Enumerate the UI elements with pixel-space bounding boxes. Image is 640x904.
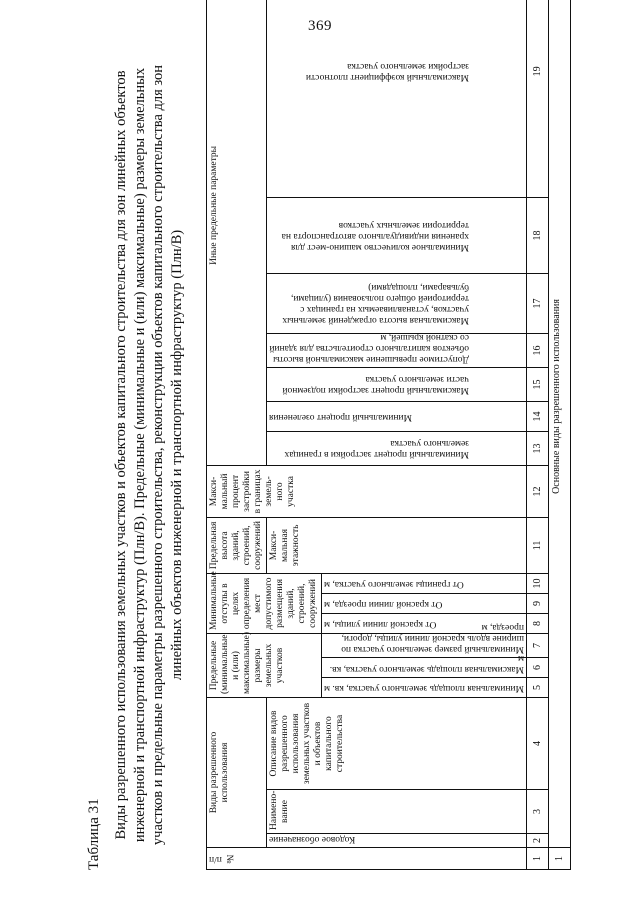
header-c7: Минимальный размер земельного участка по ширине вдоль красной линии улицы, дороги, проезда, м — [322, 633, 527, 657]
header-other: Иные предельные параметры — [207, 0, 267, 465]
column-number: 18 — [527, 197, 549, 273]
header-code: Кодовое обозначение — [267, 834, 527, 848]
header-name: Наимено-вание — [267, 790, 527, 834]
header-c10: От границы земельного участка, м — [322, 573, 527, 593]
header-c9: От красной линии проезда, м — [322, 593, 527, 613]
column-number: 1 — [527, 848, 549, 870]
header-c13: Минимальный процент застройки в границах земельного участка — [267, 431, 527, 465]
header-num: № п/п — [207, 848, 527, 870]
header-c14: Минимальный процент озеленения — [267, 401, 527, 431]
column-number: 19 — [527, 0, 549, 197]
header-c16: Допустимое превышение максимальной высоты объектов капитального строительства для зданий со скатной крышей, м — [267, 333, 527, 367]
column-number: 6 — [527, 657, 549, 677]
header-c8: От красной линии улицы, м — [322, 613, 527, 633]
column-number: 13 — [527, 431, 549, 465]
column-number: 9 — [527, 593, 549, 613]
header-vri: Виды разрешенного использования — [207, 697, 267, 847]
column-number: 3 — [527, 790, 549, 834]
column-number: 5 — [527, 677, 549, 697]
column-number: 12 — [527, 465, 549, 517]
column-number: 16 — [527, 333, 549, 367]
header-c5: Минимальная площадь земельного участка, кв. м — [322, 677, 527, 697]
column-number: 7 — [527, 633, 549, 657]
header-descr: Описание видов разрешенного использования земельных участков и объектов капитального строительства — [267, 697, 527, 789]
rotated-page-content — [80, 40, 565, 870]
column-number: 8 — [527, 613, 549, 633]
header-c6: Максимальная площадь земельного участка, кв. м — [322, 657, 527, 677]
header-setbacks: Минимальные отступы в целях определения мест допустимого размещения зданий, строений, сооружений — [207, 573, 322, 633]
header-c19: Максимальный коэффициент плотности застройки земельного участка — [267, 0, 527, 197]
table-label: Таблица 31 — [86, 798, 102, 870]
column-number: 17 — [527, 273, 549, 333]
header-c15: Максимальный процент застройки подземной части земельного участка — [267, 367, 527, 401]
table-title: Виды разрешенного использования земельных участков и объектов капитального строительства для зон линейных объектов инженерной и транспортной инфраструктур (Плн/В). Предельные (минимальные и (или) максимальные) размеры земельных участков и предельные параметры разрешенного строительства, реконструкции объектов капитального строительства для зон линейных объектов инженерной и транспортной инфраструктур (Плн/В) — [113, 64, 185, 846]
header-maxpct: Макси-мальный процент застройки в границах земель-ного участка — [207, 465, 527, 517]
column-number: 4 — [527, 697, 549, 789]
header-floors: Макси-мальная этажность — [267, 517, 527, 573]
section-number: 1 — [549, 848, 571, 870]
regulations-table — [206, 0, 571, 870]
header-sizes: Предельные (минимальные и (или) максимальные) размеры земельных участков — [207, 633, 322, 697]
column-number: 14 — [527, 401, 549, 431]
header-c18: Минимальное количество машино-мест для хранения индивидуального автотранспорта на территории земельных участков — [267, 197, 527, 273]
header-c17: Максимальная высота ограждений земельных участков, устанавливаемых на границах с территорией общего пользования (улицами, бульварами, площадями) — [267, 273, 527, 333]
section-label: Основные виды разрешенного использования — [549, 0, 571, 848]
column-number: 11 — [527, 517, 549, 573]
column-number: 2 — [527, 834, 549, 848]
header-height: Предельная высота зданий, строений, сооружений — [207, 517, 267, 573]
page-number: 369 — [308, 18, 332, 34]
column-number: 10 — [527, 573, 549, 593]
column-number: 15 — [527, 367, 549, 401]
